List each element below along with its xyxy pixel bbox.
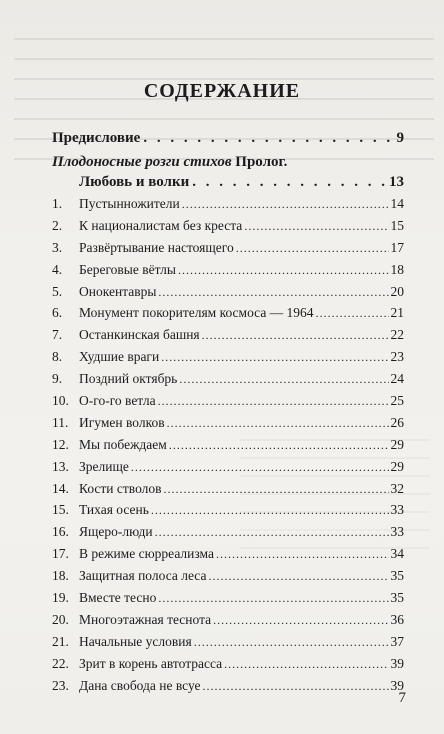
entry-page: 36 xyxy=(390,611,404,627)
entry-page: 35 xyxy=(390,590,404,606)
entry-page: 33 xyxy=(390,524,404,540)
entry-page: 37 xyxy=(390,633,404,649)
dot-leader xyxy=(161,350,388,365)
dot-leader xyxy=(244,219,388,234)
toc-entry xyxy=(52,371,404,393)
entry-label: Дана свобода не всуе xyxy=(79,677,201,693)
entry-number: 13. xyxy=(52,458,69,474)
entry-label: Кости стволов xyxy=(79,480,162,496)
entry-number: 5. xyxy=(52,283,63,299)
entry-label: Развёртывание настоящего xyxy=(79,239,234,255)
entry-number: 17. xyxy=(52,546,69,562)
dot-leader xyxy=(216,547,389,562)
entry-number: 9. xyxy=(52,371,63,387)
entry-number: 14. xyxy=(52,480,69,496)
dot-leader xyxy=(155,525,389,540)
dot-leader xyxy=(194,635,389,650)
toc-entry xyxy=(52,546,404,568)
dot-leader xyxy=(203,679,389,694)
collection-title-regular: Пролог. xyxy=(235,154,288,170)
entry-number: 12. xyxy=(52,436,69,452)
collection-title-italic: Плодоносные розги стихов xyxy=(52,154,232,170)
entry-label: Худшие враги xyxy=(79,349,160,365)
entry-page: 9 xyxy=(396,130,404,146)
dot-leader xyxy=(167,416,389,431)
entry-label: Береговые вётлы xyxy=(79,261,176,277)
toc-entry xyxy=(52,262,404,284)
entry-page: 24 xyxy=(390,371,404,387)
dot-leader xyxy=(158,591,388,606)
dot-leader xyxy=(224,657,388,672)
entry-page: 15 xyxy=(390,217,404,233)
entry-page: 20 xyxy=(390,283,404,299)
dot-leader xyxy=(158,394,389,409)
entry-label: Защитная полоса леса xyxy=(79,568,207,584)
dot-leader xyxy=(151,503,389,518)
dot-leader xyxy=(208,569,388,584)
entry-page: 34 xyxy=(390,546,404,562)
dot-leader xyxy=(213,613,388,628)
entry-number: 22. xyxy=(52,655,69,671)
entry-label: Предисловие xyxy=(52,130,141,146)
entry-label: Тихая осень xyxy=(79,502,149,518)
entry-label: Игумен волков xyxy=(79,414,165,430)
toc-entry xyxy=(52,590,404,612)
toc-entry xyxy=(52,327,404,349)
toc-entry xyxy=(52,459,404,481)
dot-leader xyxy=(316,306,389,321)
dot-leader xyxy=(192,174,386,191)
toc-entry xyxy=(52,437,404,459)
entry-label: К националистам без креста xyxy=(79,217,243,233)
entry-label: Останкинская башня xyxy=(79,327,200,343)
dot-leader xyxy=(202,328,389,343)
toc-entry xyxy=(52,656,404,678)
toc-entry-list xyxy=(52,196,404,699)
entry-page: 39 xyxy=(390,655,404,671)
entry-number: 7. xyxy=(52,327,63,343)
dot-leader xyxy=(164,482,389,497)
entry-number: 11. xyxy=(52,414,69,430)
entry-number: 4. xyxy=(52,261,63,277)
entry-label: Поздний октябрь xyxy=(79,371,178,387)
entry-page: 25 xyxy=(390,393,404,409)
entry-label: Зрит в корень автотрасса xyxy=(79,655,223,671)
entry-page: 29 xyxy=(390,458,404,474)
toc-entry xyxy=(52,678,404,700)
entry-label: В режиме сюрреализма xyxy=(79,546,214,562)
entry-page: 18 xyxy=(390,261,404,277)
toc-entry xyxy=(52,284,404,306)
entry-label: Начальные условия xyxy=(79,633,192,649)
entry-label: О-го-го ветла xyxy=(79,393,156,409)
entry-number: 19. xyxy=(52,590,69,606)
dot-leader xyxy=(143,130,393,147)
entry-page: 21 xyxy=(390,305,404,321)
entry-label: Зрелище xyxy=(79,458,129,474)
entry-label: Мы побеждаем xyxy=(79,436,167,452)
toc-entry xyxy=(52,196,404,218)
entry-page: 22 xyxy=(390,327,404,343)
entry-label: Монумент покорителям космоса — 1964 xyxy=(79,305,314,321)
dot-leader xyxy=(179,372,388,387)
dot-leader xyxy=(236,241,389,256)
entry-label: Вместе тесно xyxy=(79,590,157,606)
dot-leader xyxy=(182,197,389,212)
entry-page: 32 xyxy=(390,480,404,496)
entry-number: 15. xyxy=(52,502,69,518)
toc-entry xyxy=(52,305,404,327)
entry-page: 17 xyxy=(390,239,404,255)
entry-label: Пустынножители xyxy=(79,196,180,211)
entry-page: 39 xyxy=(390,677,404,693)
entry-number: 6. xyxy=(52,305,63,321)
entry-number: 1. xyxy=(52,196,63,211)
entry-number: 16. xyxy=(52,524,69,540)
dot-leader xyxy=(158,285,388,300)
toc-entry xyxy=(52,502,404,524)
toc-entry xyxy=(52,524,404,546)
entry-number: 10. xyxy=(52,393,69,409)
entry-page: 29 xyxy=(390,436,404,452)
entry-label: Любовь и волки xyxy=(79,174,190,190)
entry-page: 26 xyxy=(390,414,404,430)
entry-number: 20. xyxy=(52,611,69,627)
entry-page: 33 xyxy=(390,502,404,518)
entry-page: 35 xyxy=(390,568,404,584)
toc-entry xyxy=(52,349,404,371)
entry-label: Многоэтажная теснота xyxy=(79,611,212,627)
entry-number: 18. xyxy=(52,568,69,584)
entry-page: 23 xyxy=(390,349,404,365)
toc-entry xyxy=(52,612,404,634)
entry-number: 2. xyxy=(52,217,63,233)
toc-entry xyxy=(52,240,404,262)
collection-title xyxy=(52,154,287,171)
dot-leader xyxy=(169,438,389,453)
toc-entry xyxy=(52,481,404,503)
toc-entry xyxy=(52,218,404,240)
toc-entry-preface xyxy=(52,130,404,147)
dot-leader xyxy=(178,263,389,278)
entry-number: 21. xyxy=(52,633,69,649)
page-number: 7 xyxy=(398,690,406,706)
toc-entry xyxy=(52,415,404,437)
entry-label: Ящеро-люди xyxy=(79,524,153,540)
entry-page: 14 xyxy=(390,196,404,211)
entry-number: 8. xyxy=(52,349,63,365)
toc-entry xyxy=(52,393,404,415)
entry-page: 13 xyxy=(389,174,404,190)
toc-entry xyxy=(52,634,404,656)
toc-title: СОДЕРЖАНИЕ xyxy=(143,80,301,102)
toc-entry xyxy=(52,568,404,590)
dot-leader xyxy=(131,460,389,475)
entry-label: Онокентавры xyxy=(79,283,157,299)
entry-number: 3. xyxy=(52,239,63,255)
toc-entry-collection xyxy=(79,174,404,191)
entry-number: 23. xyxy=(52,677,69,693)
